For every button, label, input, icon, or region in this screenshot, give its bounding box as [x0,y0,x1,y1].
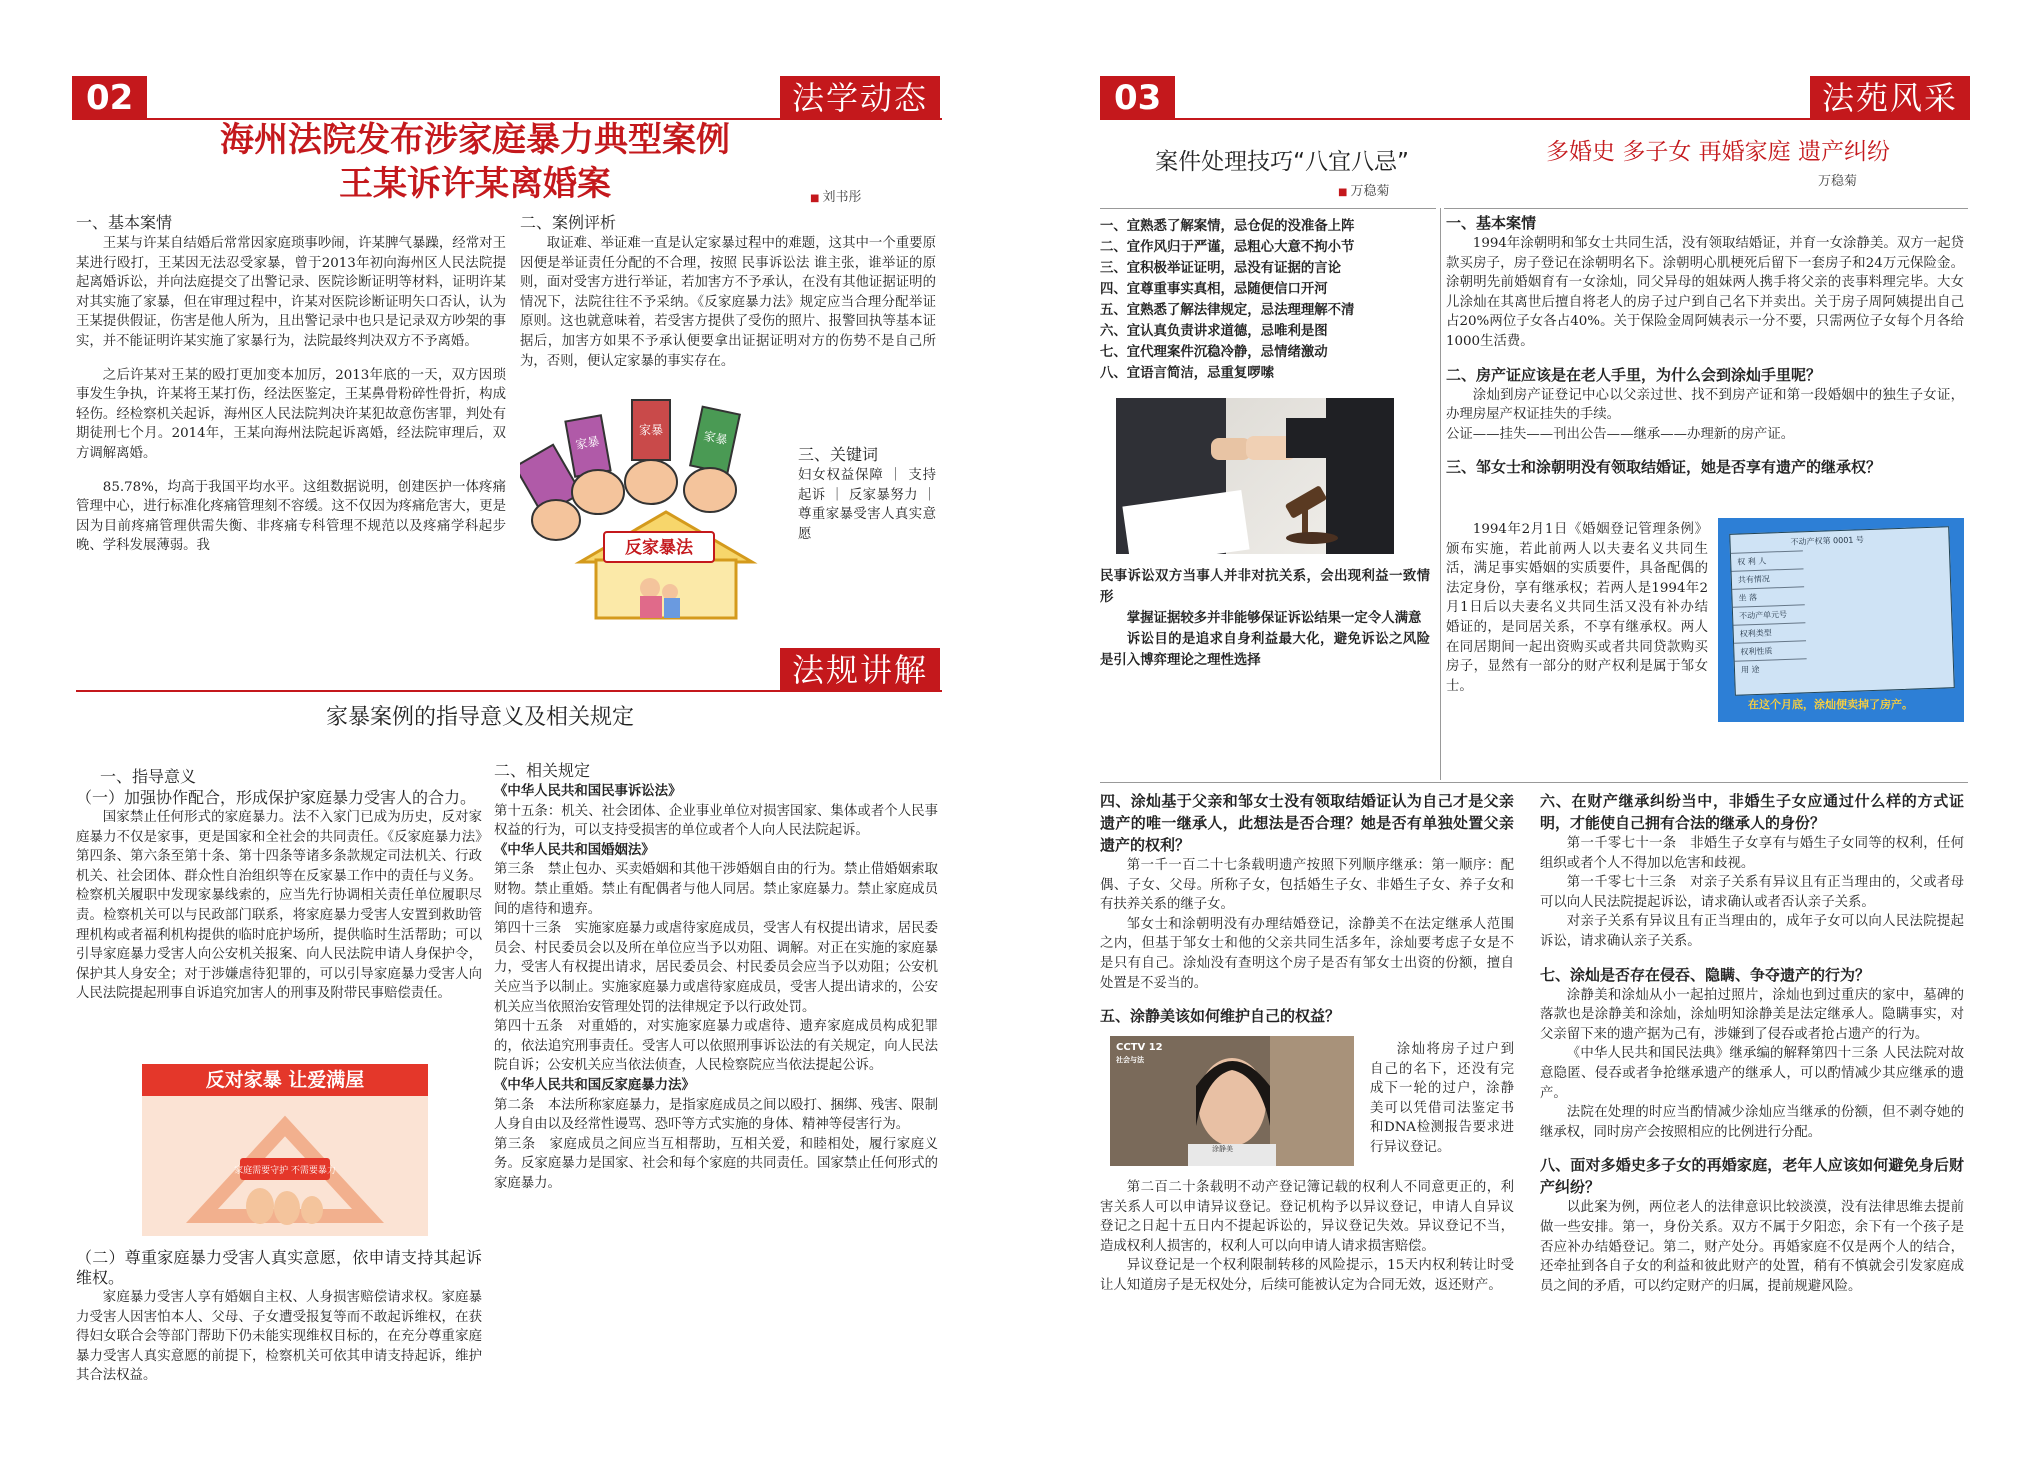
tips-author: ■ 万稳菊 [1338,180,1389,199]
q6-p3: 对亲子关系有异议且有正当理由的，成年子女可以向人民法院提起诉讼，请求确认亲子关系。 [1540,914,1964,949]
q4-p2: 邹女士和涂朝明没有办理结婚登记，涂静美不在法定继承人范围之内，但基于邹女士和他的父亲共同生活多年，涂灿要考虑子女是不是只有自己。涂灿没有查明这个房子是否有邹女士出资的份额，擅自处置是不妥当的。 [1100,916,1514,991]
cert-row: 权 利 人 [1731,550,1804,571]
cert-row: 坐 落 [1732,586,1805,607]
tip-1: 一、宜熟悉了解案情，忌仓促的没准备上阵 [1100,219,1355,234]
guide-headline: 家暴案例的指导意义及相关规定 [325,705,634,730]
column-divider [1440,208,1441,780]
tips-note-2: 掌握证据较多并非能够保证诉讼结果一定令人满意 [1126,611,1422,626]
case-author: 万稳菊 [1818,174,1858,189]
cert-title: 不动产权第 0001 号 [1790,535,1865,547]
cert-row: 用 途 [1735,658,1808,679]
keywords [798,444,936,544]
cert-row: 不动产单元号 [1733,604,1806,625]
cert-caption: 在这个月底，涂灿便卖掉了房产。 [1748,698,1913,711]
q7-p3: 法院在处理的时应当酌情减少涂灿应当继承的份额，但不剥夺她的继承权，同时房产会按照相应的比例进行分配。 [1540,1105,1964,1140]
basic-p2: 之后许某对王某的殴打更加变本加厉，2013年底的一天，双方因琐事发生争执，许某将王某打伤，经法医鉴定，王某鼻骨粉碎性骨折，构成轻伤。经检察机关起诉，海州区人民法院判决许某犯故意伤害罪，判处有期徒刑七个月。2014年，王某向海州法院起诉离婚，经法院审理后，双方调解离婚。 [76,367,506,461]
tv-interview-photo [1110,1036,1354,1166]
guide-title: 一、指导意义 [100,767,197,786]
anti-violence-illustration [520,392,778,620]
law2-p2: 第四十三条 实施家庭暴力或虐待家庭成员，受害人有权提出请求，居民委员会、村民委员会以及所在单位应当予以劝阻、调解。对正在实施的家庭暴力，受害人有权提出请求，居民委员会、村民委员会应当予以劝阻；公安机关应当予以制止。实施家庭暴力或虐待家庭成员，受害人提出请求的，公安机关应当依照治安管理处罚的法律规定予以行政处罚。 [494,921,938,1015]
tip-3: 三、宜积极举证证明，忌没有证据的言论 [1100,261,1342,276]
q6-p2: 第一千零七十三条 对亲子关系有异议且有正当理由的，父或者母可以向人民法院提起诉讼，请求确认或者否认亲子关系。 [1540,875,1964,910]
q5-p1: 涂灿将房子过户到自己的名下，还没有完成下一轮的过户，涂静美可以凭借司法鉴定书和DNA检测报告要求进行异议登记。 [1370,1042,1514,1155]
section-title-right: 法苑风采 [1810,76,1970,120]
case-q1 [1446,212,1964,478]
divider [1100,782,1968,783]
house-sign: 反家暴法 [625,538,693,558]
anti-violence-banner [142,1064,428,1236]
guide-col1 [76,766,482,1004]
basic-p3: 85.78%，均高于我国平均水平。这组数据说明，创建医护一体疼痛管理中心，进行标准化疼痛管理刻不容缓。这不仅因为疼痛危害大，更是因为目前疼痛管理供需失衡、非疼痛专科管理不规范以及疼痛学科起步晚、学科发展薄弱。我 [76,479,506,554]
property-certificate-photo [1718,518,1964,722]
section-title: 法学动态 [780,76,940,120]
case-q5-side [1370,1040,1514,1158]
guide-sub1: （一）加强协作配合，形成保护家庭暴力受害人的合力。 [76,788,477,807]
divider [1100,208,1436,209]
tips-headline: 案件处理技巧“八宜八忌” [1155,149,1409,175]
case-q3 [1446,520,1708,696]
q5-title: 五、涂静美该如何维护自己的权益？ [1100,1007,1341,1026]
divider [1444,208,1968,209]
q6-title: 六、在财产继承纠纷当中，非婚生子女应通过什么样的方式证明，才能使自己拥有合法的继承人的身份？ [1540,792,1964,832]
tv-logo: CCTV 12 [1116,1042,1163,1053]
q2-p1: 涂灿到房产证登记中心以父亲过世、找不到房产证和第一段婚姻中的独生子女证，办理房屋产权证挂失的手续。 [1446,387,1964,423]
q8-title: 八、面对多婚史多子女的再婚家庭，老年人应该如何避免身后财产纠纷？ [1540,1156,1964,1197]
tip-5: 五、宜熟悉了解法律规定，忌法理理解不清 [1100,303,1355,318]
q2-title: 二、房产证应该是在老人手里，为什么会到涂灿手里呢？ [1446,365,1822,384]
guide-p1: 国家禁止任何形式的家庭暴力。法不入家门已成为历史，反对家庭暴力不仅是家事，更是国家和全社会的共同责任。《反家庭暴力法》第四条、第六条至第十条、第十四条等诸多条款规定司法机关、行政机关、社会团体、群众性自治组织等在反家暴工作中的责任与义务。检察机关履职中发现家暴线索的，应当先行协调相关责任单位履职尽责。检察机关可以与民政部门联系，将家庭暴力受害人安置到救助管理机构或者福利机构提供的临时庇护场所，提供临时生活帮助；可以引导家庭暴力受害人向公安机关报案、向人民法院申请人身保护令，保护其人身安全；对于涉嫌虐待犯罪的，可以引导家庭暴力受害人向人民法院提起刑事自诉追究加害人的刑事及附带民事赔偿责任。 [76,810,482,1002]
q2-p2: 公证——挂失——刊出公告——继承——办理新的房产证。 [1446,426,1795,442]
case-headline: 多婚史 多子女 再婚家庭 遗产纠纷 [1546,139,1890,165]
q3-p1: 1994年2月1日《婚姻登记管理条例》颁布实施，若此前两人以夫妻名义共同生活，满足事实婚姻的实质要件，具备配偶的法定身份，享有继承权；若两人是1994年2月1日后以夫妻名义共同生活又没有补办结婚证的，是同居关系，不享有继承权。两人在同居期间一起出资购买或者共同贷款购买房子，显然有一部分的财产权利是属于邹女士。 [1446,522,1708,694]
q7-p2: 《中华人民共和国民法典》继承编的解释第四十三条 人民法院对故意隐匿、侵吞或者争抢继承遗产的继承人，可以酌情减少其应继承的遗产。 [1540,1046,1964,1101]
guide-sub2: （二）尊重家庭暴力受害人真实意愿，依申请支持其起诉维权。 [76,1248,482,1287]
guide-col1b [76,1248,482,1386]
tip-4: 四、宜尊重事实真相，忌随便信口开河 [1100,282,1328,297]
law2-p1: 第三条 禁止包办、买卖婚姻和其他干涉婚姻自由的行为。禁止借婚姻索取财物。禁止重婚。禁止有配偶者与他人同居。禁止家庭暴力。禁止家庭成员间的虐待和遗弃。 [494,862,938,917]
page-number-right: 03 [1100,76,1175,120]
tip-7: 七、宜代理案件沉稳冷静，忌情绪激动 [1100,345,1328,360]
cert-row: 共有情况 [1732,568,1805,589]
tip-8: 八、宜语言简洁，忌重复啰嗦 [1100,366,1275,381]
q8-p1: 以此案为例，两位老人的法律意识比较淡漠，没有法律思维去提前做一些安排。第一，身份关系。双方不属于夕阳恋，余下有一个孩子是否应补办结婚登记。第二，财产处分。再婚家庭不仅是两个人的结合，还牵扯到各自子女的利益和彼此财产的处置，稍有不慎就会引发家庭成员之间的矛盾，可以约定财产的归属，提前规避风险。 [1540,1200,1964,1294]
q4-p1: 第一千一百二十七条载明遗产按照下列顺序继承：第一顺序：配偶、子女、父母。所称子女，包括婚生子女、非婚生子女、养子女和有扶养关系的继子女。 [1100,858,1514,913]
tip-6: 六、宜认真负责讲求道德，忌唯利是图 [1100,324,1328,339]
law1-p1: 第十五条：机关、社会团体、企业事业单位对损害国家、集体或者个人民事权益的行为，可以支持受损害的单位或者个人向人民法院起诉。 [494,803,938,839]
law2-p3: 第四十五条 对重婚的，对实施家庭暴力或虐待、遗弃家庭成员构成犯罪的，依法追究刑事责任。受害人可以依照刑事诉讼法的有关规定，向人民法院自诉；公安机关应当依法侦查，人民检察院应当依法提起公诉。 [494,1019,938,1074]
keywords-text: 妇女权益保障 ｜ 支持起诉 ｜ 反家暴努力 ｜ 尊重家暴受害人真实意愿 [798,468,936,542]
tip-2: 二、宜作风归于严谨，忌粗心大意不拘小节 [1100,240,1355,255]
tv-name-caption: 涂静美 [1212,1145,1233,1153]
q4-title: 四、涂灿基于父亲和邹女士没有领取结婚证认为自己才是父亲遗产的唯一继承人，此想法是否合理？她是否有单独处置父亲遗产的权利？ [1100,792,1514,854]
analysis-title: 二、案例评析 [520,213,617,232]
analysis [520,212,936,371]
tips-list [1100,216,1430,384]
tips-note-1: 民事诉讼双方当事人并非对抗关系，会出现利益一致情形 [1100,569,1430,605]
page-number: 02 [72,76,147,120]
basic-case [76,212,506,556]
analysis-p1: 取证难、举证难一直是认定家暴过程中的难题，这其中一个重要原因便是举证责任分配的不合理，按照 民事诉讼法 谁主张，谁举证的原则，面对受害方进行举证，若加害方不予承认，在没有其他证据证明的情况下，法院往往不予采纳。《反家庭暴力法》规定应当合理分配举证原则。这也就意味着，若受害方提供了受伤的照片、报警回执等基本证据后，加害方如果不予承认便要拿出证据证明对方的伤势不是自己所为，否则，便认定家暴的事实存在。 [520,236,936,369]
case-q5 [1100,1178,1514,1296]
law1-title: 《中华人民共和国民事诉讼法》 [494,783,682,799]
author: ■ 刘书彤 [810,186,861,205]
headline-line2: 王某诉许某离婚案 [339,164,611,204]
law3-p2: 第三条 家庭成员之间应当互相帮助，互相关爱，和睦相处，履行家庭义务。反家庭暴力是国家、社会和每个家庭的共同责任。国家禁止任何形式的家庭暴力。 [494,1136,938,1191]
cert-row: 权利类型 [1733,622,1806,643]
law3-title: 《中华人民共和国反家庭暴力法》 [494,1076,695,1093]
banner-sign: 家庭需要守护 不需要暴力 [234,1166,336,1176]
headline-line1: 海州法院发布涉家庭暴力典型案例 [220,120,730,160]
tv-channel: 社会与法 [1116,1056,1144,1064]
q3-title: 三、邹女士和涂朝明没有领取结婚证，她是否享有遗产的继承权？ [1446,458,1882,477]
keywords-title: 三、关键词 [798,445,879,464]
q5-p2: 第二百二十条载明不动产登记簿记载的权利人不同意更正的，利害关系人可以申请异议登记。登记机构予以异议登记，申请人自异议登记之日起十五日内不提起诉讼的，异议登记失效。异议登记不当，造成权利人损害的，权利人可以向申请人请求损害赔偿。 [1100,1180,1514,1254]
case-q4 [1100,790,1514,1027]
law2-title: 《中华人民共和国婚姻法》 [494,841,655,858]
q6-p1: 第一千零七十一条 非婚生子女享有与婚生子女同等的权利，任何组织或者个人不得加以危害和歧视。 [1540,836,1964,871]
fist-label-3: 家暴 [702,428,729,448]
section2-title: 法规讲解 [780,648,940,692]
q7-title: 七、涂灿是否存在侵吞、隐瞒、争夺遗产的行为？ [1540,965,1871,984]
q1-p1: 1994年涂朝明和邹女士共同生活，没有领取结婚证，并育一女涂静美。双方一起贷款买房子，房子登记在涂朝明名下。涂朝明心肌梗死后留下一套房子和24万元保险金。涂朝明先前婚姻育有一女涂灿，同父异母的姐妹两人携手将父亲的丧事料理完毕。大女儿涂灿在其离世后擅自将老人的房子过户到自己名下并卖出。关于房子周阿姨提出自己占20%两位子女各占40%。关于保险金周阿姨表示一分不要，只需两位子女每个月各给1000生活费。 [1446,236,1964,349]
basic-title: 一、基本案情 [76,213,173,232]
tips-note-3: 诉讼目的是追求自身利益最大化，避免诉讼之风险是引入博弈理论之理性选择 [1100,632,1430,668]
fist-label-2: 家暴 [638,423,664,437]
q7-p1: 涂静美和涂灿从小一起拍过照片，涂灿也到过重庆的家中，墓碑的落款也是涂静美和涂灿，涂灿明知涂静美是法定继承人。隐瞒事实，对父亲留下来的遗产据为己有，涉嫌到了侵吞或者抢占遗产的行为。 [1540,987,1964,1042]
q1-title: 一、基本案情 [1446,214,1537,232]
banner-title: 反对家暴 让爱满屋 [142,1064,428,1096]
law3-p1: 第二条 本法所称家庭暴力，是指家庭成员之间以殴打、捆绑、残害、限制人身自由以及经常性谩骂、恐吓等方式实施的身体、精神等侵害行为。 [494,1097,938,1133]
fist-label-1: 家暴 [574,434,601,453]
q5-p3: 异议登记是一个权利限制转移的风险提示，15天内权利转让时受让人知道房子是无权处分，后续可能被认定为合同无效，返还财产。 [1100,1258,1514,1293]
rules-title: 二、相关规定 [494,761,591,780]
handshake-photo [1116,398,1394,554]
cert-row: 权利性质 [1734,640,1807,661]
guide-p2: 家庭暴力受害人享有婚姻自主权、人身损害赔偿请求权。家庭暴力受害人因害怕本人、父母、子女遭受报复等而不敢起诉维权，在获得妇女联合会等部门帮助下仍未能实现维权目标的，在充分尊重家庭暴力受害人真实意愿的前提下，检察机关可依其申请支持起诉，维护其合法权益。 [76,1290,482,1384]
case-q6-q8 [1540,790,1964,1296]
tips-notes [1100,566,1430,671]
rules-col [494,760,938,1193]
basic-p1: 王某与许某自结婚后常常因家庭琐事吵闹，许某脾气暴躁，经常对王某进行殴打，王某因无法忍受家暴，曾于2013年初向海州区人民法院提起离婚诉讼，并向法庭提交了出警记录、医院诊断证明等材料，证明许某对其实施了家暴，但在审理过程中，许某对医院诊断证明矢口否认，认为王某提供假证，伤害是他人所为，且出警记录中也只是记录双方吵架的事实，并不能证明许某实施了家暴行为，法院最终判决双方不予离婚。 [76,236,506,349]
